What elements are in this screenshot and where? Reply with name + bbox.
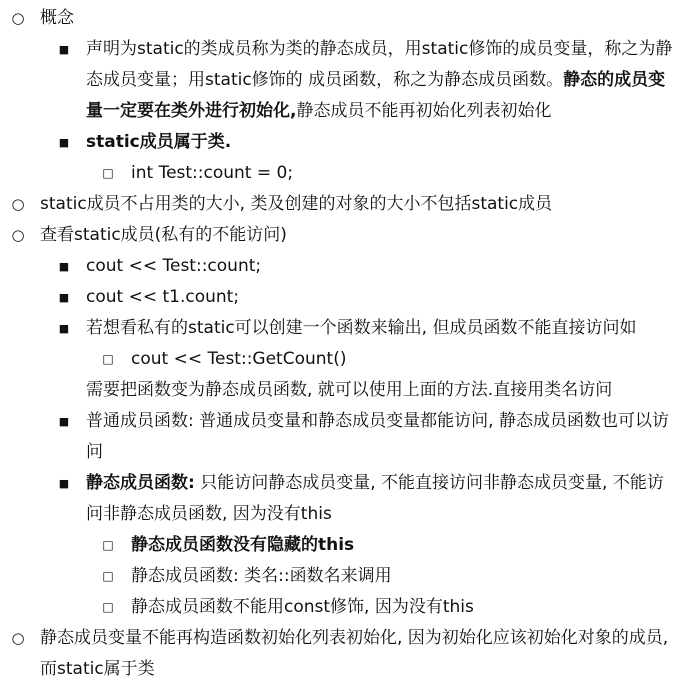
item-text: 静态成员函数: 类名::函数名来调用 bbox=[131, 566, 392, 586]
filled-square-bullet-icon: ■ bbox=[58, 136, 70, 149]
item-text: 概念 bbox=[40, 8, 74, 28]
list-item bbox=[0, 127, 692, 158]
item-text: 静态成员变量不能再构造函数初始化列表初始化, 因为初始化应该初始化对象的成员, 而static属于类 bbox=[40, 628, 669, 679]
item-text: 查看static成员(私有的不能访问) bbox=[40, 225, 287, 245]
list-item bbox=[0, 623, 692, 685]
item-text: cout << t1.count; bbox=[86, 287, 240, 307]
item-text: 静态成员函数不能用const修饰, 因为没有this bbox=[131, 597, 474, 617]
filled-square-bullet-icon: ■ bbox=[58, 260, 70, 273]
bold-text-run: 静态成员函数: bbox=[86, 473, 195, 493]
item-text: cout << Test::count; bbox=[86, 256, 262, 276]
list-item bbox=[0, 220, 692, 251]
item-text: static成员属于类. bbox=[86, 132, 232, 152]
hollow-square-bullet-icon: □ bbox=[102, 166, 114, 180]
paragraph-text: 需要把函数变为静态成员函数, 就可以使用上面的方法.直接用类名访问 bbox=[86, 380, 613, 400]
filled-square-bullet-icon: ■ bbox=[58, 43, 70, 56]
list-item bbox=[0, 561, 692, 592]
item-text: int Test::count = 0; bbox=[131, 163, 294, 183]
list-item bbox=[0, 282, 692, 313]
hollow-circle-bullet-icon: ○ bbox=[11, 226, 25, 244]
filled-square-bullet-icon: ■ bbox=[58, 477, 70, 490]
notes-document bbox=[0, 3, 692, 685]
bold-text-run: 静态的成员变量一定要在类外进行初始化, bbox=[86, 70, 666, 121]
list-item bbox=[0, 251, 692, 282]
hollow-square-bullet-icon: □ bbox=[102, 569, 114, 583]
hollow-square-bullet-icon: □ bbox=[102, 600, 114, 614]
hollow-circle-bullet-icon: ○ bbox=[11, 9, 25, 27]
text-run: 只能访问静态成员变量, 不能直接访问非静态成员变量, 不能访问非静态成员函数, 因为没有this bbox=[86, 473, 664, 524]
text-run: 静态成员不能再初始化列表初始化 bbox=[296, 101, 552, 121]
item-text bbox=[86, 34, 676, 127]
item-text: 若想看私有的static可以创建一个函数来输出, 但成员函数不能直接访问如 bbox=[86, 318, 637, 338]
hollow-circle-bullet-icon: ○ bbox=[11, 195, 25, 213]
filled-square-bullet-icon: ■ bbox=[58, 291, 70, 304]
list-item bbox=[0, 468, 692, 530]
item-text bbox=[86, 468, 676, 530]
item-text: 普通成员函数: 普通成员变量和静态成员变量都能访问, 静态成员函数也可以访问 bbox=[86, 411, 669, 462]
list-item bbox=[0, 592, 692, 623]
paragraph bbox=[0, 375, 692, 406]
list-item bbox=[0, 158, 692, 189]
filled-square-bullet-icon: ■ bbox=[58, 415, 70, 428]
filled-square-bullet-icon: ■ bbox=[58, 322, 70, 335]
item-text: static成员不占用类的大小, 类及创建的对象的大小不包括static成员 bbox=[40, 194, 553, 214]
list-item bbox=[0, 189, 692, 220]
list-item bbox=[0, 313, 692, 344]
text-run: 声明为static的类成员称为类的静态成员，用static修饰的成员变量，称之为静态成员变量；用static修饰的 成员函数，称之为静态成员函数。 bbox=[86, 39, 673, 90]
item-text: 静态成员函数没有隐藏的this bbox=[131, 535, 355, 555]
hollow-circle-bullet-icon: ○ bbox=[11, 629, 25, 647]
list-item bbox=[0, 530, 692, 561]
item-text: cout << Test::GetCount() bbox=[131, 349, 347, 369]
list-item bbox=[0, 406, 692, 468]
hollow-square-bullet-icon: □ bbox=[102, 352, 114, 366]
list-item bbox=[0, 34, 692, 127]
list-item bbox=[0, 3, 692, 34]
list-item bbox=[0, 344, 692, 375]
hollow-square-bullet-icon: □ bbox=[102, 538, 114, 552]
